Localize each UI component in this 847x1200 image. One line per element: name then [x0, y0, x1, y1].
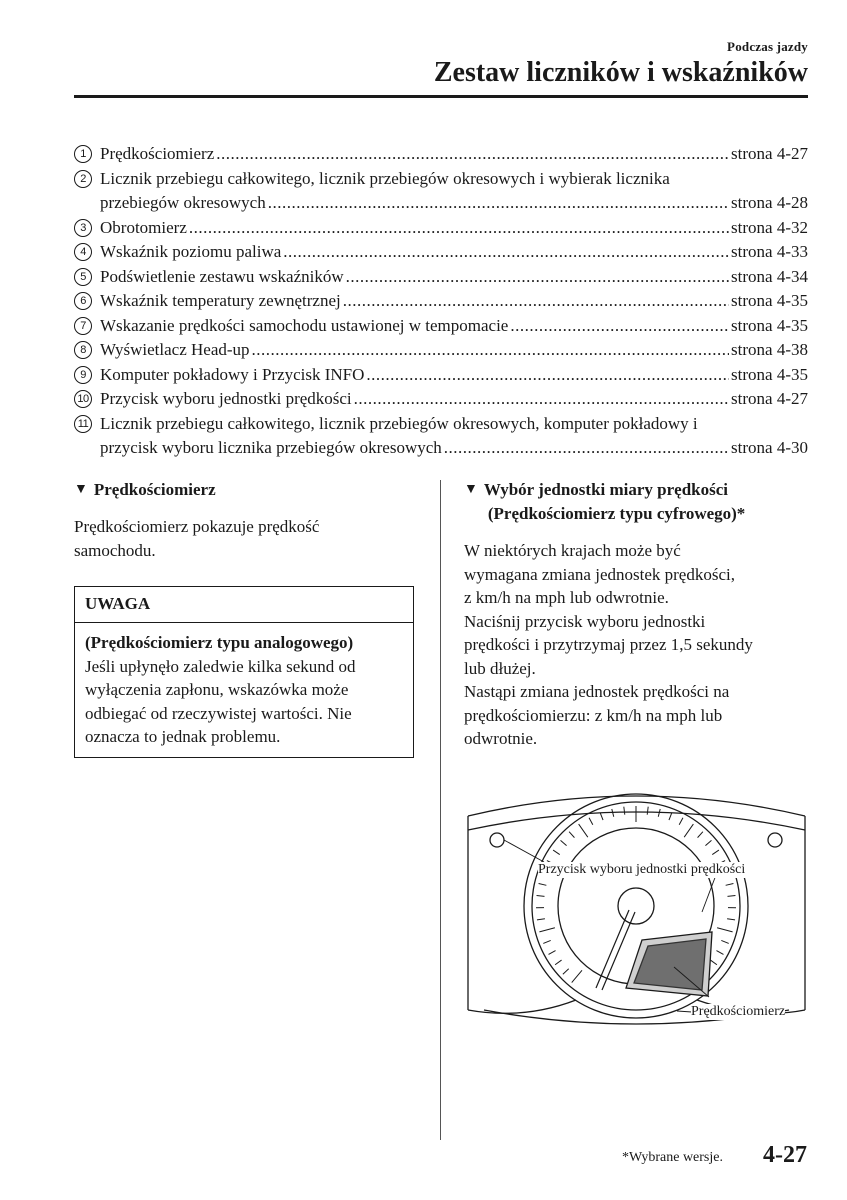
- instrument-cluster-figure: [464, 782, 809, 1034]
- heading-line-1: Wybór jednostki miary prędkości: [483, 480, 729, 499]
- toc-row: [74, 338, 808, 363]
- instrument-cluster-illustration: [464, 782, 809, 1034]
- toc-label: Przycisk wyboru jednostki prędkości: [100, 389, 352, 408]
- gauge-tick: [679, 818, 683, 825]
- gauge-tick: [553, 850, 560, 854]
- item-number-badge: 8: [74, 341, 92, 359]
- toc-page-ref: strona 4-32: [731, 217, 808, 237]
- section-label: Podczas jazdy: [727, 39, 808, 54]
- toc-row: [74, 387, 808, 412]
- note-body: [75, 623, 413, 757]
- speedometer-heading: [74, 478, 415, 502]
- gauge-tick: [563, 969, 569, 974]
- toc-page-ref: strona 4-27: [731, 389, 808, 408]
- toc-page-ref: strona 4-35: [731, 315, 808, 335]
- toc-row: [74, 363, 808, 388]
- dot-leader: [252, 338, 729, 363]
- toc-row: [74, 240, 808, 265]
- toc-row: [74, 436, 808, 461]
- dot-leader: [510, 314, 729, 339]
- toc-label: przycisk wyboru licznika przebiegów okresowych: [100, 438, 442, 457]
- gauge-tick: [537, 896, 545, 897]
- toc-label: Wskaźnik poziomu paliwa: [100, 242, 282, 261]
- toc-row: [74, 265, 808, 290]
- toc-label: Licznik przebiegu całkowitego, licznik przebiegów okresowych, komputer pokładowy i: [100, 413, 698, 433]
- toc-label: Komputer pokładowy i Przycisk INFO: [100, 364, 365, 384]
- item-number-badge: 7: [74, 317, 92, 335]
- toc-page-ref: strona 4-33: [731, 242, 808, 261]
- gauge-tick: [572, 970, 582, 982]
- toc-page-ref: strona 4-27: [731, 144, 808, 163]
- toc-page-ref: strona 4-38: [731, 340, 808, 359]
- toc-row: [74, 412, 808, 437]
- title-rule: [74, 95, 808, 98]
- gauge-tick: [549, 951, 556, 955]
- toc-page-ref: strona 4-28: [731, 193, 808, 212]
- gauge-tick: [539, 884, 547, 886]
- heading-marker-icon: ▼: [464, 482, 478, 497]
- item-number-badge: 1: [74, 145, 92, 163]
- gauge-tick: [698, 832, 703, 838]
- item-number-badge: 10: [74, 390, 92, 408]
- gauge-tick: [727, 896, 735, 897]
- dot-leader: [354, 387, 729, 412]
- dot-leader: [268, 191, 729, 216]
- toc-label: Licznik przebiegu całkowitego, licznik przebiegów okresowych i wybierak licznika: [100, 168, 670, 188]
- note-text: Jeśli upłynęło zaledwie kilka sekund od wyłączenia zapłonu, wskazówka może odbiegać od rzeczywistej wartości. Nie oznacza to jednak problemu.: [85, 656, 356, 746]
- dot-leader: [216, 142, 729, 167]
- unit-selection-paragraph: W niektórych krajach może być wymagana zmiana jednostek prędkości, z km/h na mph lub odwrotnie. Naciśnij przycisk wyboru jednostki prędkości i przytrzymaj przez 1,5 sekundy lub dłużej. Nastąpi zmiana jednostek prędkości na prędkościomierzu: z km/h na mph lub odwrotnie.: [464, 541, 753, 748]
- footnote: *Wybrane wersje.: [621, 1150, 723, 1165]
- heading-lines: [484, 478, 745, 526]
- heading-marker-icon: ▼: [74, 482, 88, 497]
- column-divider: [440, 480, 441, 1140]
- toc-row: [74, 167, 808, 192]
- right-column: [464, 478, 808, 751]
- item-number-badge: 11: [74, 415, 92, 433]
- heading-line-2: (Prędkościomierz typu cyfrowego)*: [487, 504, 746, 523]
- gauge-tick: [600, 813, 603, 820]
- dot-leader: [283, 240, 729, 265]
- gauge-tick: [555, 960, 561, 965]
- page-title: Zestaw liczników i wskaźników: [433, 57, 808, 88]
- gauge-tick: [561, 840, 567, 845]
- gauge-tick: [589, 818, 593, 825]
- toc-label: Prędkościomierz: [100, 144, 215, 163]
- gauge-tick: [727, 919, 735, 920]
- toc-label: Wskazanie prędkości samochodu ustawionej w tempomacie: [100, 315, 509, 335]
- gauge-tick: [624, 807, 625, 815]
- toc-label: przebiegów okresowych: [100, 193, 266, 212]
- toc-row: [74, 216, 808, 241]
- gauge-tick: [684, 824, 693, 837]
- dot-leader: [444, 436, 729, 461]
- gauge-tick: [710, 960, 716, 965]
- toc-page-ref: strona 4-34: [731, 266, 808, 286]
- gauge-tick: [712, 850, 719, 854]
- gauge-tick: [716, 951, 723, 955]
- toc-label: Obrotomierz: [100, 217, 187, 237]
- table-of-contents: [74, 142, 808, 461]
- toc-row: [74, 142, 808, 167]
- gauge-tick: [539, 928, 554, 932]
- gauge-tick: [705, 840, 711, 845]
- heading-text: Prędkościomierz: [93, 480, 216, 499]
- note-subtitle: (Prędkościomierz typu analogowego): [85, 633, 354, 652]
- item-number-badge: 5: [74, 268, 92, 286]
- item-number-badge: 3: [74, 219, 92, 237]
- toc-page-ref: strona 4-35: [731, 364, 808, 384]
- dot-leader: [189, 216, 729, 241]
- note-title: UWAGA: [75, 587, 413, 623]
- toc-row: [74, 314, 808, 339]
- toc-label: Wyświetlacz Head-up: [100, 340, 250, 359]
- gauge-tick: [721, 940, 728, 943]
- gauge-tick: [717, 928, 732, 932]
- page-number: 4-27: [763, 1142, 807, 1168]
- toc-row: [74, 289, 808, 314]
- dot-leader: [343, 289, 729, 314]
- toc-row: [74, 191, 808, 216]
- unit-selection-heading: [464, 478, 808, 526]
- toc-label: Podświetlenie zestawu wskaźników: [100, 266, 344, 286]
- note-box: [74, 586, 414, 758]
- gauge-tick: [579, 824, 588, 837]
- dot-leader: [346, 265, 729, 290]
- left-column: [74, 478, 415, 758]
- gauge-tick: [726, 884, 734, 886]
- callout-unit-button: Przycisk wyboru jednostki prędkości: [538, 862, 746, 877]
- item-number-badge: 9: [74, 366, 92, 384]
- toc-label: Wskaźnik temperatury zewnętrznej: [100, 291, 341, 310]
- gauge-tick: [537, 919, 545, 920]
- gauge-tick: [647, 807, 648, 815]
- callout-speedometer: Prędkościomierz: [691, 1004, 786, 1019]
- speedometer-paragraph: Prędkościomierz pokazuje prędkość samochodu.: [74, 517, 320, 560]
- item-number-badge: 2: [74, 170, 92, 188]
- item-number-badge: 6: [74, 292, 92, 310]
- gauge-tick: [669, 813, 672, 820]
- toc-page-ref: strona 4-30: [731, 438, 808, 457]
- dot-leader: [366, 363, 729, 388]
- item-number-badge: 4: [74, 243, 92, 261]
- toc-page-ref: strona 4-35: [731, 291, 808, 310]
- gauge-tick: [543, 940, 550, 943]
- gauge-tick: [569, 832, 574, 838]
